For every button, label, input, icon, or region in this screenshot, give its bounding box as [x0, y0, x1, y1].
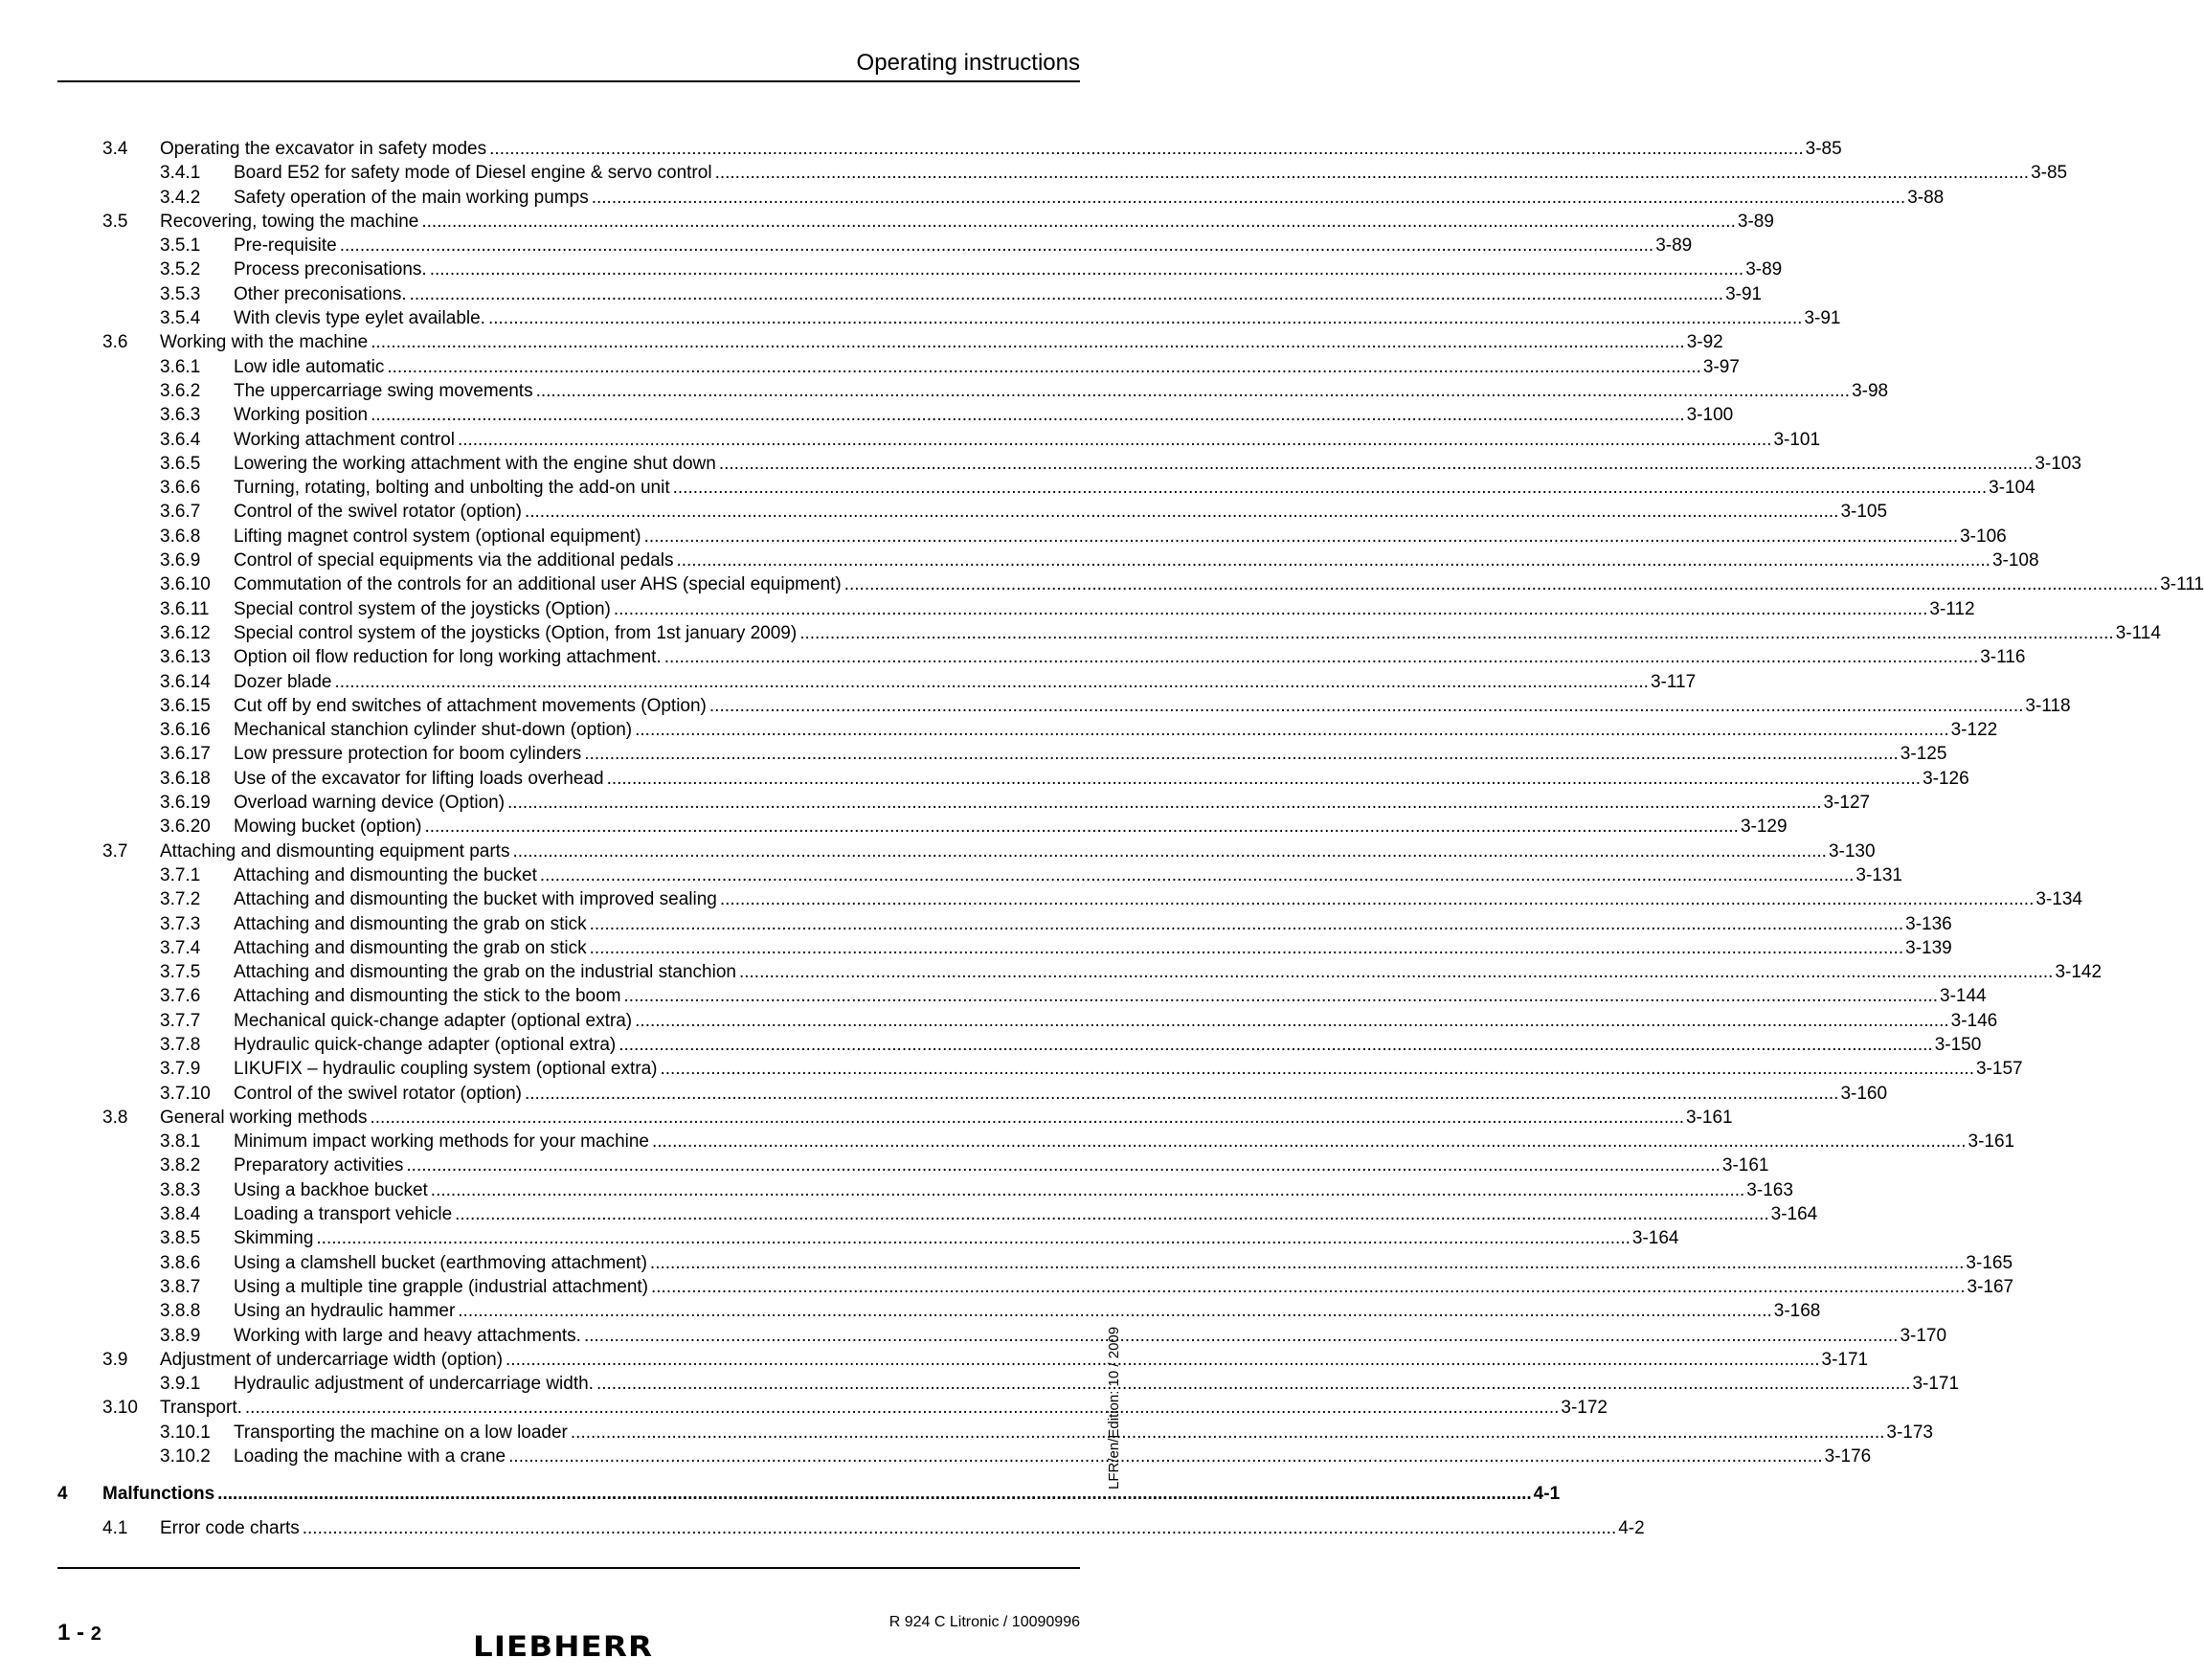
toc-entry-number: 3.5.1: [160, 235, 201, 257]
toc-entry-title: Mechanical quick-change adapter (optional extra): [234, 1010, 633, 1031]
page-number-main: 1 -: [57, 1620, 85, 1646]
toc-leader-dots: ....................................................................................................................................................................................................................................................................: [708, 695, 2024, 716]
toc-subsection-entry[interactable]: [57, 815, 1788, 839]
toc-entry-title: Loading the machine with a crane: [234, 1446, 506, 1467]
toc-entry-number: 3.7.8: [160, 1034, 201, 1055]
toc-entry-title: With clevis type eylet available.: [234, 308, 485, 329]
toc-entry-number: 3.8.3: [160, 1179, 201, 1200]
toc-entry-page: 3-171: [1912, 1374, 1960, 1395]
toc-entry-number: 3.8: [102, 1107, 128, 1128]
toc-entry-page: 3-118: [2025, 695, 2071, 716]
toc-entry-number: 3.7.4: [160, 937, 201, 958]
toc-subsection-entry[interactable]: [57, 1445, 1872, 1468]
toc-entry-page: 3-172: [1561, 1398, 1608, 1419]
toc-entry-title: Recovering, towing the machine: [160, 211, 419, 232]
toc-subsection-entry[interactable]: [57, 161, 2068, 185]
toc-entry-number: 3.10.2: [160, 1446, 211, 1467]
toc-leader-dots: ....................................................................................................................................................................................................................................................................: [458, 1301, 1772, 1322]
toc-leader-dots: ....................................................................................................................................................................................................................................................................: [714, 163, 2030, 184]
toc-subsection-entry[interactable]: [57, 379, 1889, 403]
toc-entry-page: 3-91: [1804, 308, 1841, 329]
toc-subsection-entry[interactable]: [57, 1324, 1947, 1348]
toc-leader-dots: ....................................................................................................................................................................................................................................................................: [535, 380, 1851, 401]
toc-entry-title: Other preconisations.: [234, 283, 407, 304]
toc-entry-number: 3.8.1: [160, 1131, 201, 1153]
toc-entry-number: 3.6.14: [160, 671, 211, 692]
toc-entry-number: 3.7.5: [160, 962, 201, 983]
toc-entry-title: Transporting the machine on a low loader: [234, 1422, 568, 1443]
toc-leader-dots: ....................................................................................................................................................................................................................................................................: [508, 1446, 1823, 1467]
toc-subsection-entry[interactable]: [57, 1130, 2015, 1154]
toc-subsection-entry[interactable]: [57, 306, 1841, 330]
page-header-title: Operating instructions: [856, 50, 1080, 76]
toc-leader-dots: ....................................................................................................................................................................................................................................................................: [302, 1518, 1617, 1538]
toc-subsection-entry[interactable]: [57, 1154, 1769, 1177]
toc-entry-number: 3.6.8: [160, 526, 201, 547]
toc-subsection-entry[interactable]: [57, 1057, 2023, 1081]
toc-entry-title: Special control system of the joysticks (Option): [234, 598, 611, 619]
toc-entry-title: Working with large and heavy attachments.: [234, 1325, 581, 1346]
toc-entry-title: Operating the excavator in safety modes: [160, 139, 487, 159]
toc-subsection-entry[interactable]: [57, 670, 1697, 694]
toc-entry-title: Attaching and dismounting the grab on stick: [234, 913, 587, 934]
toc-entry-title: Attaching and dismounting the grab on stick: [234, 937, 587, 958]
toc-entry-number: 3.6.19: [160, 793, 211, 814]
toc-leader-dots: ....................................................................................................................................................................................................................................................................: [371, 405, 1685, 426]
toc-entry-title: Hydraulic quick-change adapter (optional extra): [234, 1034, 617, 1055]
toc-entry-number: 3.7.6: [160, 986, 201, 1007]
toc-section-entry[interactable]: [57, 1348, 1869, 1372]
toc-leader-dots: ....................................................................................................................................................................................................................................................................: [719, 889, 2035, 910]
toc-entry-title: Use of the excavator for lifting loads overhead: [234, 768, 604, 789]
toc-entry-page: 3-127: [1823, 793, 1871, 814]
toc-entry-title: Mechanical stanchion cylinder shut-down (option): [234, 720, 633, 741]
toc-entry-title: Skimming: [234, 1228, 314, 1249]
toc-entry-number: 3.4: [102, 139, 128, 159]
toc-section-entry[interactable]: [57, 210, 1774, 234]
toc-entry-page: 3-98: [1852, 380, 1889, 401]
toc-entry-page: 3-131: [1855, 864, 1902, 885]
toc-section-entry[interactable]: [57, 1396, 1608, 1420]
toc-leader-dots: ....................................................................................................................................................................................................................................................................: [339, 235, 1654, 257]
toc-entry-page: 3-170: [1900, 1325, 1947, 1346]
toc-entry-title: Commutation of the controls for an additional user AHS (special equipment): [234, 574, 842, 595]
toc-leader-dots: ....................................................................................................................................................................................................................................................................: [334, 671, 1649, 692]
toc-leader-dots: ....................................................................................................................................................................................................................................................................: [672, 478, 1988, 499]
toc-entry-title: Loading a transport vehicle: [234, 1204, 453, 1225]
toc-entry-number: 3.6.4: [160, 429, 201, 450]
toc-entry-number: 3.7.9: [160, 1059, 201, 1080]
toc-leader-dots: ....................................................................................................................................................................................................................................................................: [738, 962, 2054, 983]
toc-entry-number: 3.7.2: [160, 889, 201, 910]
toc-leader-dots: ....................................................................................................................................................................................................................................................................: [591, 187, 1906, 208]
toc-entry-number: 3.5.4: [160, 308, 201, 329]
toc-leader-dots: ....................................................................................................................................................................................................................................................................: [424, 817, 1739, 838]
toc-entry-title: Adjustment of undercarriage width (option): [160, 1349, 504, 1370]
toc-leader-dots: ....................................................................................................................................................................................................................................................................: [663, 647, 1979, 668]
toc-subsection-entry[interactable]: [57, 1033, 1982, 1057]
toc-entry-page: 3-136: [1905, 913, 1952, 934]
toc-entry-page: 4-2: [1618, 1518, 1645, 1538]
toc-entry-page: 3-104: [1989, 478, 2035, 499]
toc-subsection-entry[interactable]: [57, 912, 1952, 936]
toc-entry-page: 3-161: [1721, 1155, 1769, 1176]
toc-entry-page: 3-122: [1950, 720, 1998, 741]
toc-subsection-entry[interactable]: [57, 525, 2007, 549]
toc-subsection-entry[interactable]: [57, 1251, 2013, 1275]
toc-entry-page: 3-129: [1740, 817, 1788, 838]
toc-entry-number: 3.6.18: [160, 768, 211, 789]
toc-subsection-entry[interactable]: [57, 452, 2081, 476]
toc-entry-number: 3.7.3: [160, 913, 201, 934]
toc-leader-dots: ....................................................................................................................................................................................................................................................................: [487, 308, 1803, 329]
toc-entry-number: 3.5: [102, 211, 128, 232]
toc-subsection-entry[interactable]: [57, 1372, 1960, 1396]
toc-entry-title: Using a backhoe bucket: [234, 1179, 428, 1200]
toc-leader-dots: ....................................................................................................................................................................................................................................................................: [457, 429, 1772, 450]
toc-entry-page: 3-125: [1900, 744, 1947, 765]
toc-section-entry[interactable]: [57, 840, 1876, 863]
toc-entry-number: 3.9.1: [160, 1374, 201, 1395]
toc-subsection-entry[interactable]: [57, 960, 2103, 984]
toc-entry-number: 3.8.6: [160, 1252, 201, 1273]
toc-entry-title: Working with the machine: [160, 332, 369, 353]
toc-subsection-entry[interactable]: [57, 742, 1947, 766]
toc-leader-dots: ....................................................................................................................................................................................................................................................................: [406, 1155, 1720, 1176]
toc-subsection-entry[interactable]: [57, 767, 1969, 791]
toc-entry-number: 3.4.2: [160, 187, 201, 208]
toc-entry-title: Hydraulic adjustment of undercarriage width.: [234, 1374, 594, 1395]
toc-entry-page: 3-89: [1655, 235, 1693, 257]
document-id: R 924 C Litronic / 10090996: [888, 1614, 1080, 1630]
toc-entry-page: 3-103: [2035, 453, 2081, 474]
toc-entry-page: 3-139: [1905, 937, 1952, 958]
toc-entry-title: Lowering the working attachment with the engine shut down: [234, 453, 716, 474]
toc-entry-page: 3-164: [1770, 1204, 1818, 1225]
toc-entry-title: Pre-requisite: [234, 235, 337, 257]
toc-subsection-entry[interactable]: [57, 694, 2071, 718]
toc-entry-title: Control of the swivel rotator (option): [234, 502, 522, 523]
toc-entry-page: 3-157: [1975, 1059, 2023, 1080]
toc-subsection-entry[interactable]: [57, 1299, 1821, 1323]
toc-entry-page: 3-134: [2035, 889, 2082, 910]
toc-leader-dots: ....................................................................................................................................................................................................................................................................: [843, 574, 2159, 595]
toc-entry-title: Minimum impact working methods for your machine: [234, 1131, 649, 1153]
toc-leader-dots: ....................................................................................................................................................................................................................................................................: [676, 550, 1990, 571]
toc-entry-number: 3.6: [102, 332, 128, 353]
toc-entry-number: 3.8.4: [160, 1204, 201, 1225]
toc-subsection-entry[interactable]: [57, 355, 1740, 379]
liebherr-logo: LIEBHERR: [473, 1630, 654, 1663]
toc-subsection-entry[interactable]: [57, 234, 1693, 258]
toc-leader-dots: ....................................................................................................................................................................................................................................................................: [570, 1422, 1885, 1443]
toc-entry-page: 3-163: [1746, 1179, 1793, 1200]
toc-entry-title: Error code charts: [160, 1518, 300, 1538]
toc-leader-dots: ....................................................................................................................................................................................................................................................................: [217, 1484, 1532, 1504]
toc-entry-title: Attaching and dismounting the bucket: [234, 864, 537, 885]
toc-chapter-entry[interactable]: [57, 1482, 1561, 1507]
toc-subsection-entry[interactable]: [57, 1178, 1793, 1202]
toc-subsection-entry[interactable]: [57, 1275, 2014, 1299]
toc-entry-title: Option oil flow reduction for long working attachment.: [234, 647, 662, 668]
toc-entry-title: Process preconisations.: [234, 259, 427, 280]
toc-entry-number: 3.6.9: [160, 550, 201, 571]
toc-leader-dots: ....................................................................................................................................................................................................................................................................: [643, 526, 1959, 547]
toc-leader-dots: ....................................................................................................................................................................................................................................................................: [649, 1252, 1965, 1273]
toc-entry-number: 3.6.3: [160, 405, 201, 426]
toc-entry-number: 3.6.16: [160, 720, 211, 741]
toc-leader-dots: ....................................................................................................................................................................................................................................................................: [387, 356, 1701, 377]
toc-entry-title: Attaching and dismounting the stick to the boom: [234, 986, 621, 1007]
toc-subsection-entry[interactable]: [57, 186, 1945, 210]
toc-entry-title: Dozer blade: [234, 671, 332, 692]
toc-entry-title: The uppercarriage swing movements: [234, 380, 533, 401]
toc-entry-number: 3.6.1: [160, 356, 201, 377]
toc-leader-dots: ....................................................................................................................................................................................................................................................................: [613, 598, 1928, 619]
toc-entry-title: Attaching and dismounting equipment parts: [160, 840, 510, 862]
toc-leader-dots: ....................................................................................................................................................................................................................................................................: [370, 1107, 1684, 1128]
toc-entry-number: 3.6.7: [160, 502, 201, 523]
toc-leader-dots: ....................................................................................................................................................................................................................................................................: [718, 453, 2034, 474]
toc-entry-number: 4.1: [102, 1518, 128, 1538]
page-number: [57, 1620, 101, 1646]
toc-entry-number: 3.8.8: [160, 1301, 201, 1322]
toc-entry-page: 3-92: [1686, 332, 1723, 353]
toc-entry-page: 3-89: [1745, 259, 1783, 280]
toc-entry-page: 3-97: [1702, 356, 1740, 377]
toc-entry-number: 3.5.2: [160, 259, 201, 280]
toc-subsection-entry[interactable]: [57, 597, 1975, 621]
toc-subsection-entry[interactable]: [57, 936, 1952, 960]
page-number-sub: 2: [90, 1624, 101, 1645]
footer-divider: [57, 1567, 1080, 1569]
toc-subsection-entry[interactable]: [57, 549, 2039, 572]
edition-note: LFR/en/Edition: 10 / 2009: [1106, 1326, 1122, 1490]
toc-entry-number: 3.6.15: [160, 695, 211, 716]
toc-entry-number: 3.6.12: [160, 622, 211, 643]
toc-subsection-entry[interactable]: [57, 500, 1888, 524]
toc-entry-title: Preparatory activities: [234, 1155, 404, 1176]
toc-entry-number: 3.4.1: [160, 163, 201, 184]
toc-entry-title: Transport.: [160, 1398, 242, 1419]
toc-entry-number: 3.7: [102, 840, 128, 862]
toc-entry-title: Lifting magnet control system (optional equipment): [234, 526, 641, 547]
toc-subsection-entry[interactable]: [57, 645, 2026, 669]
toc-subsection-entry[interactable]: [57, 1421, 1933, 1445]
toc-entry-page: 3-165: [1966, 1252, 2013, 1273]
toc-entry-page: 3-168: [1773, 1301, 1821, 1322]
toc-entry-number: 3.8.7: [160, 1276, 201, 1297]
toc-entry-page: 3-146: [1950, 1010, 1998, 1031]
toc-leader-dots: ....................................................................................................................................................................................................................................................................: [409, 283, 1724, 304]
toc-leader-dots: ....................................................................................................................................................................................................................................................................: [606, 768, 1922, 789]
toc-leader-dots: ....................................................................................................................................................................................................................................................................: [596, 1374, 1911, 1395]
toc-entry-page: 3-167: [1967, 1276, 2014, 1297]
toc-entry-number: 3.7.1: [160, 864, 201, 885]
toc-section-entry[interactable]: [57, 137, 1842, 161]
toc-entry-title: Working attachment control: [234, 429, 455, 450]
toc-subsection-entry[interactable]: [57, 863, 1902, 887]
toc-section-entry[interactable]: [57, 1106, 1733, 1130]
toc-subsection-entry[interactable]: [57, 258, 1783, 281]
toc-entry-number: 3.6.13: [160, 647, 211, 668]
toc-entry-number: 3.10: [102, 1398, 138, 1419]
toc-entry-page: 3-171: [1821, 1349, 1869, 1370]
toc-entry-page: 3-160: [1840, 1083, 1888, 1104]
toc-leader-dots: ....................................................................................................................................................................................................................................................................: [589, 913, 1904, 934]
toc-entry-number: 3.10.1: [160, 1422, 211, 1443]
toc-entry-number: 3.8.2: [160, 1155, 201, 1176]
toc-leader-dots: ....................................................................................................................................................................................................................................................................: [524, 1083, 1839, 1104]
toc-entry-title: Attaching and dismounting the bucket with improved sealing: [234, 889, 717, 910]
toc-entry-title: Malfunctions: [102, 1484, 215, 1504]
toc-entry-title: Low idle automatic: [234, 356, 385, 377]
toc-entry-page: 3-89: [1737, 211, 1774, 232]
toc-entry-page: 3-144: [1940, 986, 1987, 1007]
toc-leader-dots: ....................................................................................................................................................................................................................................................................: [455, 1204, 1769, 1225]
toc-entry-title: Using a multiple tine grapple (industrial attachment): [234, 1276, 648, 1297]
toc-entry-title: LIKUFIX – hydraulic coupling system (optional extra): [234, 1059, 658, 1080]
toc-entry-page: 4-1: [1533, 1484, 1561, 1504]
toc-entry-page: 3-111: [2160, 574, 2204, 595]
toc-entry-page: 3-100: [1686, 405, 1734, 426]
toc-subsection-entry[interactable]: [57, 572, 2204, 596]
toc-entry-number: 3.8.5: [160, 1228, 201, 1249]
toc-subsection-entry[interactable]: [57, 791, 1871, 815]
toc-leader-dots: ....................................................................................................................................................................................................................................................................: [652, 1131, 1967, 1153]
toc-entry-title: Turning, rotating, bolting and unbolting the add-on unit: [234, 478, 670, 499]
toc-section-entry[interactable]: [57, 330, 1723, 354]
toc-entry-number: 3.6.17: [160, 744, 211, 765]
toc-entry-page: 3-85: [1805, 139, 1842, 159]
toc-entry-page: 3-150: [1934, 1034, 1982, 1055]
toc-entry-number: 3.7.10: [160, 1083, 211, 1104]
toc-entry-number: 3.9: [102, 1349, 128, 1370]
toc-leader-dots: ....................................................................................................................................................................................................................................................................: [618, 1034, 1933, 1055]
toc-leader-dots: ....................................................................................................................................................................................................................................................................: [430, 1179, 1745, 1200]
toc-entry-page: 3-161: [1968, 1131, 2015, 1153]
toc-leader-dots: ....................................................................................................................................................................................................................................................................: [524, 502, 1839, 523]
toc-entry-page: 3-142: [2055, 962, 2103, 983]
toc-subsection-entry[interactable]: [57, 621, 2161, 645]
toc-leader-dots: ....................................................................................................................................................................................................................................................................: [623, 986, 1939, 1007]
toc-subsection-entry[interactable]: [57, 1009, 1998, 1033]
toc-entry-page: 3-88: [1907, 187, 1945, 208]
toc-leader-dots: ....................................................................................................................................................................................................................................................................: [429, 259, 1744, 280]
toc-subsection-entry[interactable]: [57, 984, 1987, 1008]
toc-entry-number: 3.6.5: [160, 453, 201, 474]
toc-entry-number: 4: [57, 1484, 68, 1504]
toc-entry-number: 3.6.2: [160, 380, 201, 401]
toc-entry-page: 3-164: [1631, 1228, 1679, 1249]
toc-subsection-entry[interactable]: [57, 1226, 1679, 1250]
toc-entry-page: 3-116: [1980, 647, 2026, 668]
toc-entry-title: Attaching and dismounting the grab on the industrial stanchion: [234, 962, 736, 983]
toc-entry-title: Low pressure protection for boom cylinders: [234, 744, 582, 765]
toc-entry-page: 3-106: [1960, 526, 2007, 547]
toc-leader-dots: ....................................................................................................................................................................................................................................................................: [660, 1059, 1974, 1080]
toc-leader-dots: ....................................................................................................................................................................................................................................................................: [583, 1325, 1899, 1346]
toc-entry-number: 3.6.11: [160, 598, 210, 619]
toc-entry-page: 3-101: [1773, 429, 1821, 450]
toc-leader-dots: ....................................................................................................................................................................................................................................................................: [371, 332, 1685, 353]
toc-entry-title: Safety operation of the main working pumps: [234, 187, 589, 208]
toc-entry-title: Using an hydraulic hammer: [234, 1301, 456, 1322]
toc-subsection-entry[interactable]: [57, 428, 1821, 452]
toc-entry-page: 3-85: [2031, 163, 2068, 184]
toc-entry-number: 3.5.3: [160, 283, 201, 304]
toc-leader-dots: ....................................................................................................................................................................................................................................................................: [316, 1228, 1631, 1249]
toc-leader-dots: ....................................................................................................................................................................................................................................................................: [506, 1349, 1820, 1370]
toc-entry-title: Cut off by end switches of attachment movements (Option): [234, 695, 707, 716]
toc-subsection-entry[interactable]: [57, 1202, 1818, 1226]
toc-subsection-entry[interactable]: [57, 718, 1998, 742]
toc-leader-dots: ....................................................................................................................................................................................................................................................................: [584, 744, 1899, 765]
toc-subsection-entry[interactable]: [57, 887, 2082, 911]
toc-entry-number: 3.7.7: [160, 1010, 201, 1031]
toc-leader-dots: ....................................................................................................................................................................................................................................................................: [635, 720, 1949, 741]
toc-leader-dots: ....................................................................................................................................................................................................................................................................: [589, 937, 1904, 958]
toc-entry-page: 3-114: [2115, 622, 2161, 643]
toc-subsection-entry[interactable]: [57, 282, 1763, 306]
toc-leader-dots: ....................................................................................................................................................................................................................................................................: [635, 1010, 1949, 1031]
toc-entry-page: 3-117: [1650, 671, 1697, 692]
toc-entry-page: 3-130: [1828, 840, 1876, 862]
toc-leader-dots: ....................................................................................................................................................................................................................................................................: [512, 840, 1827, 862]
toc-leader-dots: ....................................................................................................................................................................................................................................................................: [799, 622, 2114, 643]
toc-entry-title: General working methods: [160, 1107, 368, 1128]
toc-subsection-entry[interactable]: [57, 403, 1734, 427]
toc-entry-page: 3-161: [1686, 1107, 1733, 1128]
toc-entry-page: 3-176: [1824, 1446, 1872, 1467]
toc-subsection-entry[interactable]: [57, 1082, 1888, 1106]
toc-entry-title: Using a clamshell bucket (earthmoving attachment): [234, 1252, 647, 1273]
toc-entry-title: Control of special equipments via the additional pedals: [234, 550, 674, 571]
toc-leader-dots: ....................................................................................................................................................................................................................................................................: [651, 1276, 1966, 1297]
toc-entry-title: Overload warning device (Option): [234, 793, 506, 814]
toc-entry-number: 3.6.20: [160, 817, 211, 838]
toc-entry-title: Working position: [234, 405, 369, 426]
toc-entry-title: Control of the swivel rotator (option): [234, 1083, 522, 1104]
toc-entry-page: 3-108: [1991, 550, 2039, 571]
toc-entry-page: 3-91: [1725, 283, 1763, 304]
toc-leader-dots: ....................................................................................................................................................................................................................................................................: [489, 139, 1804, 159]
toc-entry-page: 3-126: [1923, 768, 1969, 789]
toc-entry-number: 3.6.6: [160, 478, 201, 499]
toc-section-entry[interactable]: [57, 1516, 1645, 1541]
toc-leader-dots: ....................................................................................................................................................................................................................................................................: [507, 793, 1822, 814]
toc-entry-page: 3-173: [1886, 1422, 1933, 1443]
toc-entry-title: Special control system of the joysticks (Option, from 1st january 2009): [234, 622, 798, 643]
toc-entry-page: 3-105: [1840, 502, 1888, 523]
toc-leader-dots: ....................................................................................................................................................................................................................................................................: [539, 864, 1855, 885]
header-divider: [57, 80, 1080, 82]
toc-entry-number: 3.6.10: [160, 574, 211, 595]
toc-entry-title: Mowing bucket (option): [234, 817, 422, 838]
toc-entry-title: Board E52 for safety mode of Diesel engine & servo control: [234, 163, 712, 184]
toc-subsection-entry[interactable]: [57, 476, 2035, 500]
toc-entry-page: 3-112: [1929, 598, 1975, 619]
toc-leader-dots: ....................................................................................................................................................................................................................................................................: [244, 1398, 1560, 1419]
toc-leader-dots: ....................................................................................................................................................................................................................................................................: [421, 211, 1736, 232]
toc-entry-number: 3.8.9: [160, 1325, 201, 1346]
